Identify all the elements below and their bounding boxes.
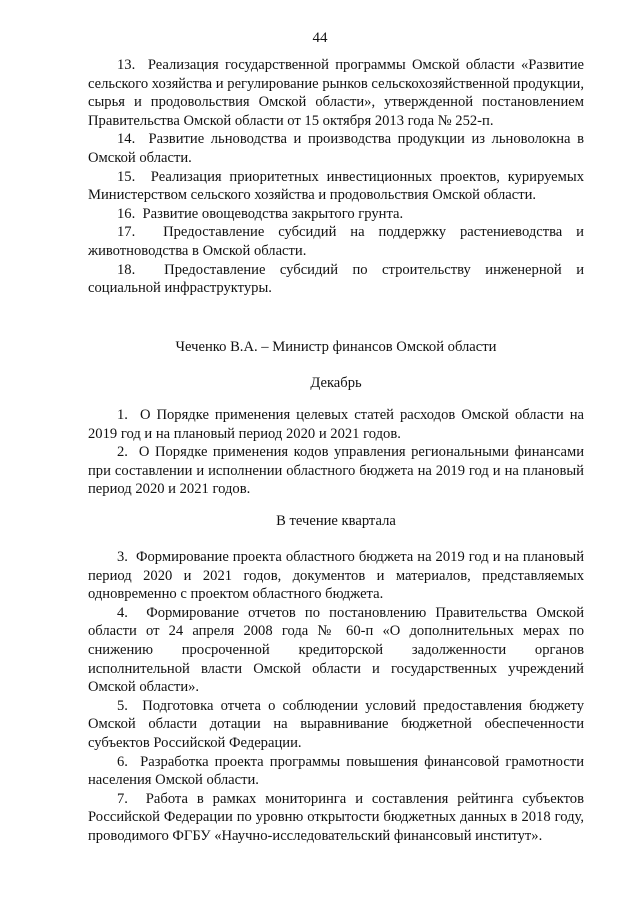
item-text: Реализация государственной программы Омской области «Развитие сельского хозяйства и регулирование рынков сельскохозяйственной продукции, сырья и продовольствия Омской области», утвержденной постановлением Правительства Омской области от 15 октября 2013 года № 252-п.: [88, 57, 585, 129]
list-item: [88, 130, 584, 167]
item-number: 15.: [117, 168, 136, 185]
item-text: О Порядке применения целевых статей расходов Омской области на 2019 год и на плановый период 2020 и 2021 годов.: [88, 407, 585, 442]
list-item: [88, 753, 584, 790]
list-item: [88, 604, 584, 697]
section-december-list: [88, 406, 584, 499]
item-number: 7.: [117, 790, 128, 807]
item-number: 4.: [117, 604, 128, 621]
item-number: 16.: [117, 205, 136, 222]
item-text: Подготовка отчета о соблюдении условий предоставления бюджету Омской области дотации на выравнивание бюджетной обеспеченности субъектов Российской Федерации.: [88, 697, 584, 751]
item-text: Разработка проекта программы повышения финансовой грамотности населения Омской области.: [88, 753, 585, 789]
item-number: 14.: [117, 131, 136, 148]
list-item: [88, 406, 584, 443]
item-text: Работа в рамках мониторинга и составления рейтинга субъектов Российской Федерации по уровню открытости бюджетных данных в 2018 году, проводимого ФГБУ «Научно-исследовательский финансовый институт».: [88, 790, 584, 844]
list-item: [88, 697, 584, 753]
item-text: Развитие овощеводства закрытого грунта.: [142, 205, 404, 222]
item-text: Предоставление субсидий на поддержку растениеводства и животноводства в Омской области.: [88, 224, 584, 259]
list-item: [88, 205, 584, 224]
item-text: Развитие льноводства и производства продукции из льноволокна в Омской области.: [88, 131, 585, 166]
responsible-person: Чеченко В.А. – Министр финансов Омской области: [175, 339, 497, 355]
period-heading-quarter: В течение квартала: [276, 513, 396, 529]
item-number: 1.: [117, 407, 128, 423]
item-number: 2.: [117, 444, 128, 461]
section-agriculture-list: [88, 56, 584, 298]
item-number: 18.: [117, 261, 136, 278]
item-text: Предоставление субсидий по строительству инженерной и социальной инфраструктуры.: [88, 261, 585, 297]
list-item: [88, 443, 584, 499]
item-text: Формирование проекта областного бюджета на 2019 год и на плановый период 2020 и 2021 годов, документов и материалов, представляемых одновременно с проектом областного бюджета.: [88, 549, 585, 603]
section-quarter-list: [88, 548, 584, 846]
period-heading-december: Декабрь: [310, 375, 362, 391]
item-number: 5.: [117, 697, 128, 714]
list-item: [88, 223, 584, 260]
item-number: 6.: [117, 753, 128, 770]
item-text: Реализация приоритетных инвестиционных проектов, курируемых Министерством сельского хозяйства и продовольствия Омской области.: [88, 168, 584, 204]
list-item: [88, 168, 584, 205]
page-number: 44: [312, 30, 328, 46]
list-item: [88, 56, 584, 130]
item-number: 3.: [117, 549, 128, 565]
item-text: О Порядке применения кодов управления региональными финансами при составлении и исполнении областного бюджета на 2019 год и на плановый период 2020 и 2021 годов.: [88, 444, 584, 498]
item-number: 13.: [117, 57, 136, 73]
list-item: [88, 548, 584, 604]
list-item: [88, 790, 584, 846]
item-number: 17.: [117, 224, 136, 241]
list-item: [88, 261, 584, 298]
item-text: Формирование отчетов по постановлению Правительства Омской области от 24 апреля 2008 года № 60-п «О дополнительных мерах по снижению просроченной кредиторской задолженности органов исполнительной власти Омской области и государственных учреждений Омской области».: [88, 604, 585, 696]
